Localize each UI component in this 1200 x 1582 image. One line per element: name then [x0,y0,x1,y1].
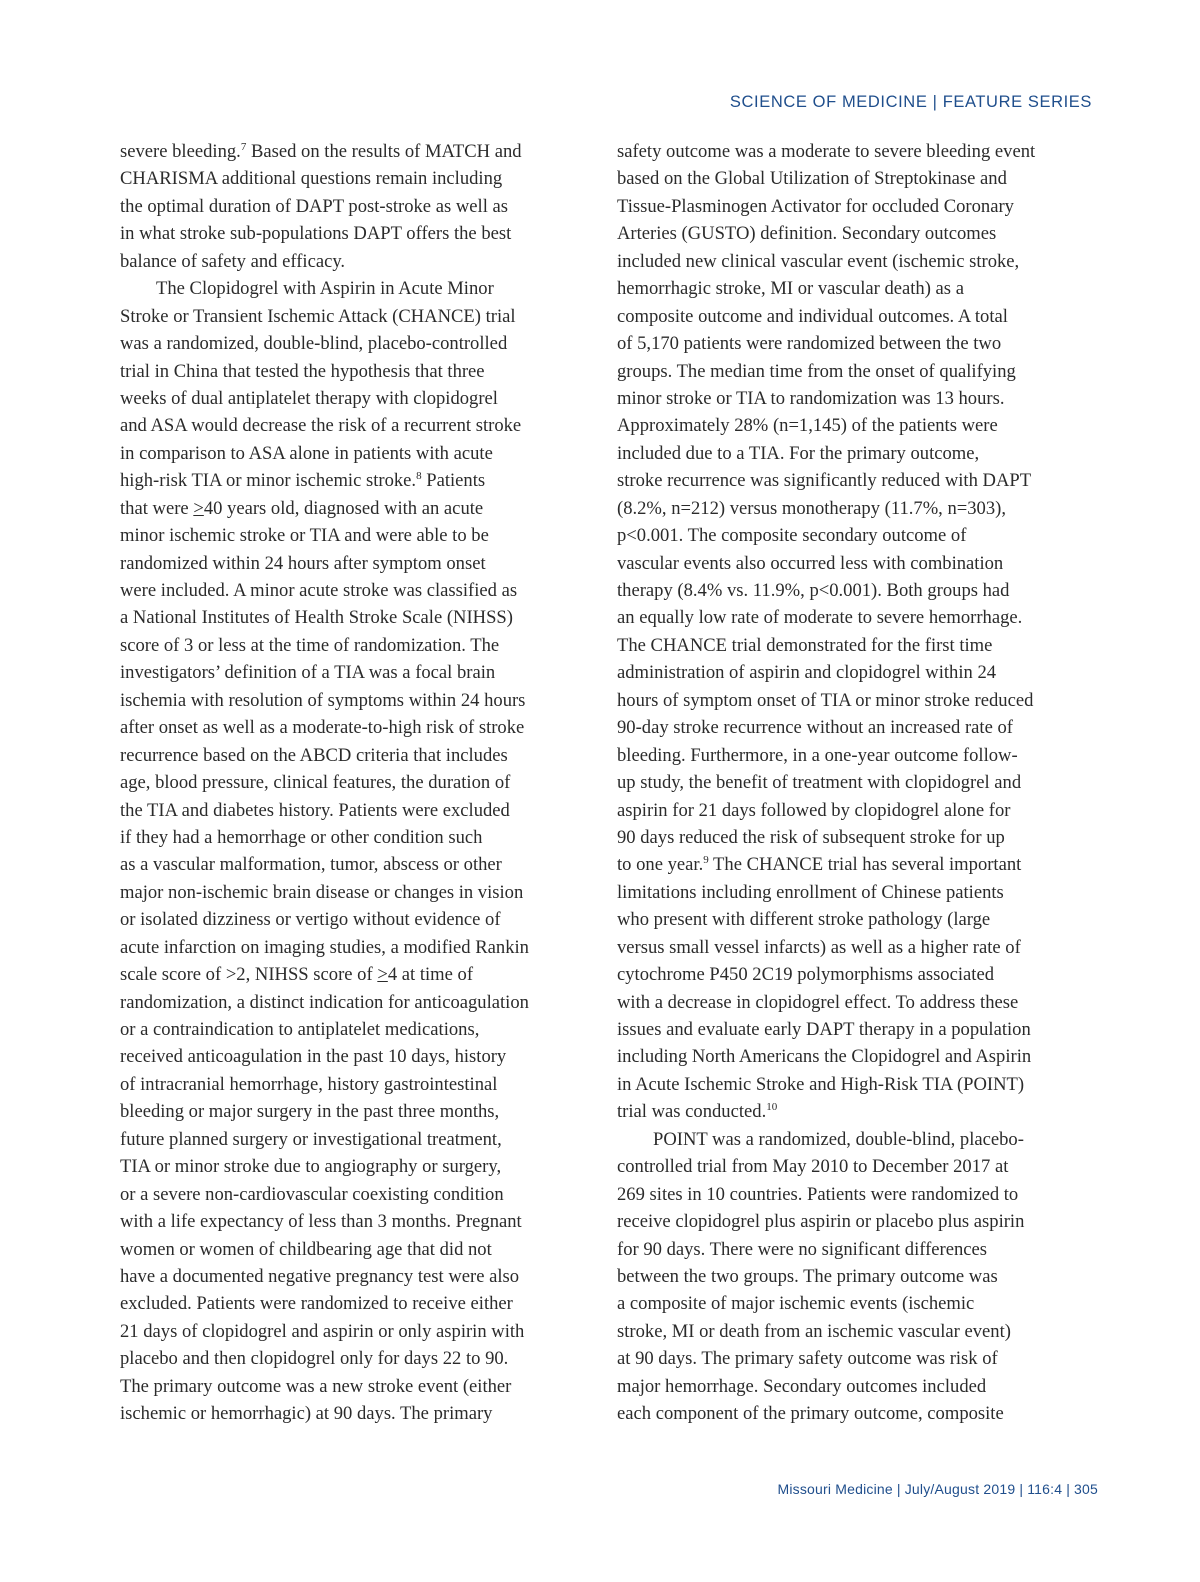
text-line: score of 3 or less at the time of randomization. The [120,634,500,656]
text-line: randomized within 24 hours after symptom onset [120,552,486,574]
text-line: weeks of dual antiplatelet therapy with clopidogrel [120,387,498,409]
footer-separator: | [1066,1481,1071,1497]
text-line: at 90 days. The primary safety outcome was risk of [617,1348,998,1370]
text-line: 21 days of clopidogrel and aspirin or only aspirin with [120,1320,525,1342]
text-line: including North Americans the Clopidogrel and Aspirin [617,1046,1032,1068]
text-line: included new clinical vascular event (ischemic stroke, [617,250,1020,272]
page-number: 305 [1074,1481,1098,1497]
text-line: was a randomized, double-blind, placebo-controlled [120,333,508,355]
text-line: major non-ischemic brain disease or changes in vision [120,881,524,903]
text-line: cytochrome P450 2C19 polymorphisms associated [617,964,994,986]
text-line: with a life expectancy of less than 3 months. Pregnant [120,1211,522,1233]
text-line: safety outcome was a moderate to severe bleeding event [617,141,1036,162]
text-line: CHARISMA additional questions remain including [120,168,503,190]
text-line: balance of safety and efficacy. [120,250,346,272]
text-line: trial in China that tested the hypothesis that three [120,360,485,382]
text-line: high-risk TIA or minor ischemic stroke.$^8$ Patients [120,470,486,492]
text-line: minor stroke or TIA to randomization was 13 hours. [617,387,1005,409]
text-line: received anticoagulation in the past 10 days, history [120,1046,507,1068]
paragraph-start: POINT was a randomized, double-blind, placebo- [653,1128,1024,1150]
text-line: an equally low rate of moderate to severe hemorrhage. [617,607,1023,629]
right-column [617,138,1035,1428]
text-line: investigators’ definition of a TIA was a focal brain [120,662,496,684]
footer-issue: July/August 2019 [904,1481,1016,1497]
header-separator: | [932,93,938,111]
text-line: after onset as well as a moderate-to-high risk of stroke [120,717,525,739]
text-line: hemorrhagic stroke, MI or vascular death) as a [617,278,964,300]
footer-separator: | [1019,1481,1024,1497]
text-line: of intracranial hemorrhage, history gastrointestinal [120,1073,498,1095]
text-line: Arteries (GUSTO) definition. Secondary outcomes [617,223,997,245]
text-line: major hemorrhage. Secondary outcomes included [617,1375,987,1397]
footer-volume: 116:4 [1027,1481,1063,1497]
header-series: FEATURE SERIES [942,93,1092,111]
text-line: versus small vessel infarcts) as well as a higher rate of [617,936,1021,958]
text-line: TIA or minor stroke due to angiography or surgery, [120,1156,502,1178]
text-line: minor ischemic stroke or TIA and were able to be [120,525,489,547]
text-line: composite outcome and individual outcomes. A total [617,305,1008,327]
text-line: bleeding or major surgery in the past three months, [120,1101,500,1123]
text-line: were included. A minor acute stroke was classified as [120,580,518,601]
text-line: of 5,170 patients were randomized between the two [617,333,1002,355]
text-line: placebo and then clopidogrel only for days 22 to 90. [120,1348,509,1370]
text-line: bleeding. Furthermore, in a one-year outcome follow- [617,744,1018,766]
text-line: limitations including enrollment of Chinese patients [617,881,1004,903]
text-line: women or women of childbearing age that did not [120,1238,492,1260]
text-line: p<0.001. The composite secondary outcome of [617,525,967,547]
text-line: acute infarction on imaging studies, a modified Rankin [120,936,529,958]
text-line: have a documented negative pregnancy test were also [120,1265,520,1287]
text-line: groups. The median time from the onset of qualifying [617,360,1016,382]
text-line: who present with different stroke pathology (large [617,909,991,931]
text-line: based on the Global Utilization of Streptokinase and [617,168,1007,190]
left-column [120,138,529,1428]
citation-10: 10 [766,1101,778,1114]
text-line: age, blood pressure, clinical features, the duration of [120,772,511,794]
text-line: each component of the primary outcome, composite [617,1403,1004,1425]
text-line: trial was conducted.$^{10}$ [617,1101,778,1123]
footer-journal: Missouri Medicine [777,1481,893,1497]
text-line: (8.2%, n=212) versus monotherapy (11.7%, n=303), [617,497,1006,519]
text-line: randomization, a distinct indication for anticoagulation [120,991,529,1013]
text-line: severe bleeding.$^7$ Based on the results of MATCH and [120,141,522,162]
text-line: future planned surgery or investigational treatment, [120,1128,502,1150]
text-line: ischemic or hemorrhagic) at 90 days. The primary [120,1403,493,1425]
paragraph-start: The Clopidogrel with Aspirin in Acute Minor [156,278,494,300]
page-footer [777,1481,1098,1497]
text-line: the TIA and diabetes history. Patients were excluded [120,799,510,821]
text-line: or isolated dizziness or vertigo without evidence of [120,909,501,931]
greater-equal-symbol: > [377,964,388,986]
text-line: issues and evaluate early DAPT therapy in a population [617,1019,1031,1040]
text-line: or a contraindication to antiplatelet medications, [120,1019,480,1040]
text-line: receive clopidogrel plus aspirin or placebo plus aspirin [617,1211,1025,1233]
text-line: scale score of >2, NIHSS score of >4 at time of [120,964,474,986]
text-line: the optimal duration of DAPT post-stroke as well as [120,195,508,217]
text-line: if they had a hemorrhage or other condition such [120,826,483,848]
text-line: controlled trial from May 2010 to December 2017 at [617,1156,1009,1178]
text-line: stroke, MI or death from an ischemic vascular event) [617,1320,1011,1342]
text-line: Stroke or Transient Ischemic Attack (CHANCE) trial [120,305,516,327]
text-line: hours of symptom onset of TIA or minor stroke reduced [617,689,1034,711]
text-line: to one year.$^9$ The CHANCE trial has several important [617,854,1022,876]
text-line: ischemia with resolution of symptoms within 24 hours [120,689,526,711]
text-line: vascular events also occurred less with combination [617,552,1004,574]
text-line: administration of aspirin and clopidogrel within 24 [617,662,997,684]
text-line: included due to a TIA. For the primary outcome, [617,442,980,464]
text-line: up study, the benefit of treatment with clopidogrel and [617,772,1022,794]
text-line: and ASA would decrease the risk of a recurrent stroke [120,415,522,437]
running-header [730,93,1092,112]
text-line: 269 sites in 10 countries. Patients were randomized to [617,1183,1019,1205]
text-line: for 90 days. There were no significant differences [617,1238,988,1260]
text-line: with a decrease in clopidogrel effect. To address these [617,991,1019,1013]
footer-separator: | [896,1481,901,1497]
text-line: aspirin for 21 days followed by clopidogrel alone for [617,799,1011,821]
text-line: therapy (8.4% vs. 11.9%, p<0.001). Both groups had [617,580,1010,601]
header-section: SCIENCE OF MEDICINE [729,93,928,111]
text-line: in comparison to ASA alone in patients with acute [120,442,493,464]
text-line: recurrence based on the ABCD criteria that includes [120,744,508,766]
text-line: a National Institutes of Health Stroke Scale (NIHSS) [120,607,513,629]
text-line: The primary outcome was a new stroke event (either [120,1375,512,1397]
text-line: a composite of major ischemic events (ischemic [617,1293,975,1315]
citation-8: 8 [416,470,422,483]
text-line: that were >40 years old, diagnosed with an acute [120,497,484,519]
text-line: stroke recurrence was significantly reduced with DAPT [617,470,1032,492]
text-line: 90-day stroke recurrence without an increased rate of [617,717,1013,739]
text-line: excluded. Patients were randomized to receive either [120,1293,513,1315]
text-line: or a severe non-cardiovascular coexisting condition [120,1183,504,1205]
citation-7: 7 [240,141,247,153]
text-line: as a vascular malformation, tumor, abscess or other [120,854,502,876]
text-line: in what stroke sub-populations DAPT offers the best [120,223,512,245]
text-line: between the two groups. The primary outcome was [617,1265,998,1287]
text-line: The CHANCE trial demonstrated for the first time [617,634,993,656]
text-line: Tissue-Plasminogen Activator for occluded Coronary [617,195,1014,217]
greater-equal-symbol: > [193,497,204,519]
text-line: Approximately 28% (n=1,145) of the patients were [617,415,998,437]
text-line: in Acute Ischemic Stroke and High-Risk TIA (POINT) [617,1073,1025,1095]
citation-9: 9 [703,854,709,867]
text-line: 90 days reduced the risk of subsequent stroke for up [617,826,1005,848]
